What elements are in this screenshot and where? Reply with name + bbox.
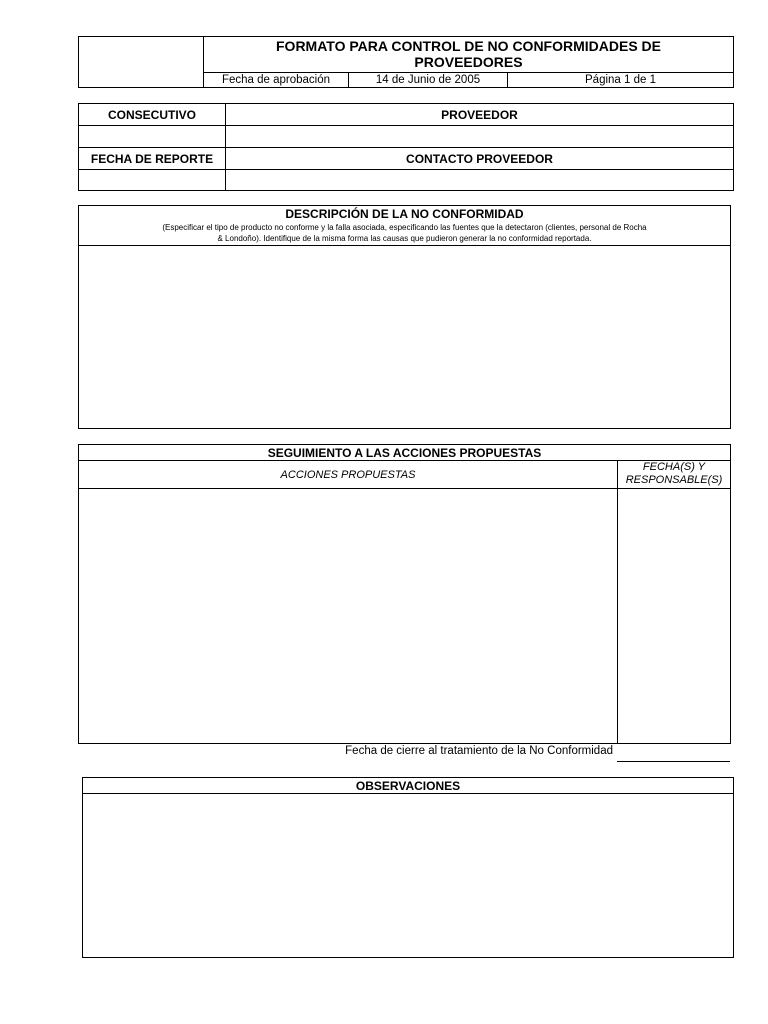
form-title-line2: PROVEEDORES — [414, 54, 523, 70]
description-section — [78, 205, 731, 429]
description-header — [79, 206, 730, 246]
observations-section — [82, 777, 734, 958]
form-title — [204, 38, 733, 70]
dates-body[interactable] — [618, 489, 730, 743]
approval-label: Fecha de aprobación — [204, 73, 349, 87]
description-instructions-2: & Londoño). Identifique de la misma forma las causas que pudieron generar la no conformidad reportada. — [217, 234, 592, 243]
form-header — [78, 36, 734, 88]
consecutivo-value[interactable] — [79, 126, 226, 148]
approval-date: 14 de Junio de 2005 — [349, 73, 508, 87]
closing-date-field[interactable] — [617, 745, 730, 762]
actions-title: SEGUIMIENTO A LAS ACCIONES PROPUESTAS — [79, 445, 730, 461]
description-body[interactable] — [79, 246, 730, 428]
actions-column-header: ACCIONES PROPUESTAS — [79, 461, 618, 489]
fecha-reporte-label: FECHA DE REPORTE — [79, 148, 226, 170]
dates-column-header — [618, 461, 730, 489]
page-info: Página 1 de 1 — [585, 74, 656, 86]
info-table — [78, 103, 734, 191]
observations-body[interactable] — [83, 794, 733, 957]
observations-title: OBSERVACIONES — [83, 778, 733, 794]
dates-column-header-line1: FECHA(S) Y — [642, 461, 706, 473]
proveedor-label: PROVEEDOR — [226, 104, 733, 126]
logo-area — [79, 37, 204, 87]
dates-column-header-line2: RESPONSABLE(S) — [625, 474, 723, 486]
proveedor-value[interactable] — [226, 126, 733, 148]
contacto-proveedor-value[interactable] — [226, 170, 733, 190]
contacto-proveedor-label: CONTACTO PROVEEDOR — [226, 148, 733, 170]
approval-row — [204, 72, 733, 87]
description-title: DESCRIPCIÓN DE LA NO CONFORMIDAD — [285, 207, 524, 221]
actions-section — [78, 444, 731, 744]
fecha-reporte-value[interactable] — [79, 170, 226, 190]
description-instructions-1: (Especificar el tipo de producto no conforme y la falla asociada, especificando las fuentes que la detectaron (clientes, personal de Rocha — [162, 223, 647, 232]
actions-body[interactable] — [79, 489, 618, 743]
form-title-line1: FORMATO PARA CONTROL DE NO CONFORMIDADES DE — [276, 38, 661, 54]
consecutivo-label: CONSECUTIVO — [79, 104, 226, 126]
closing-date-label: Fecha de cierre al tratamiento de la No Conformidad — [345, 745, 613, 757]
